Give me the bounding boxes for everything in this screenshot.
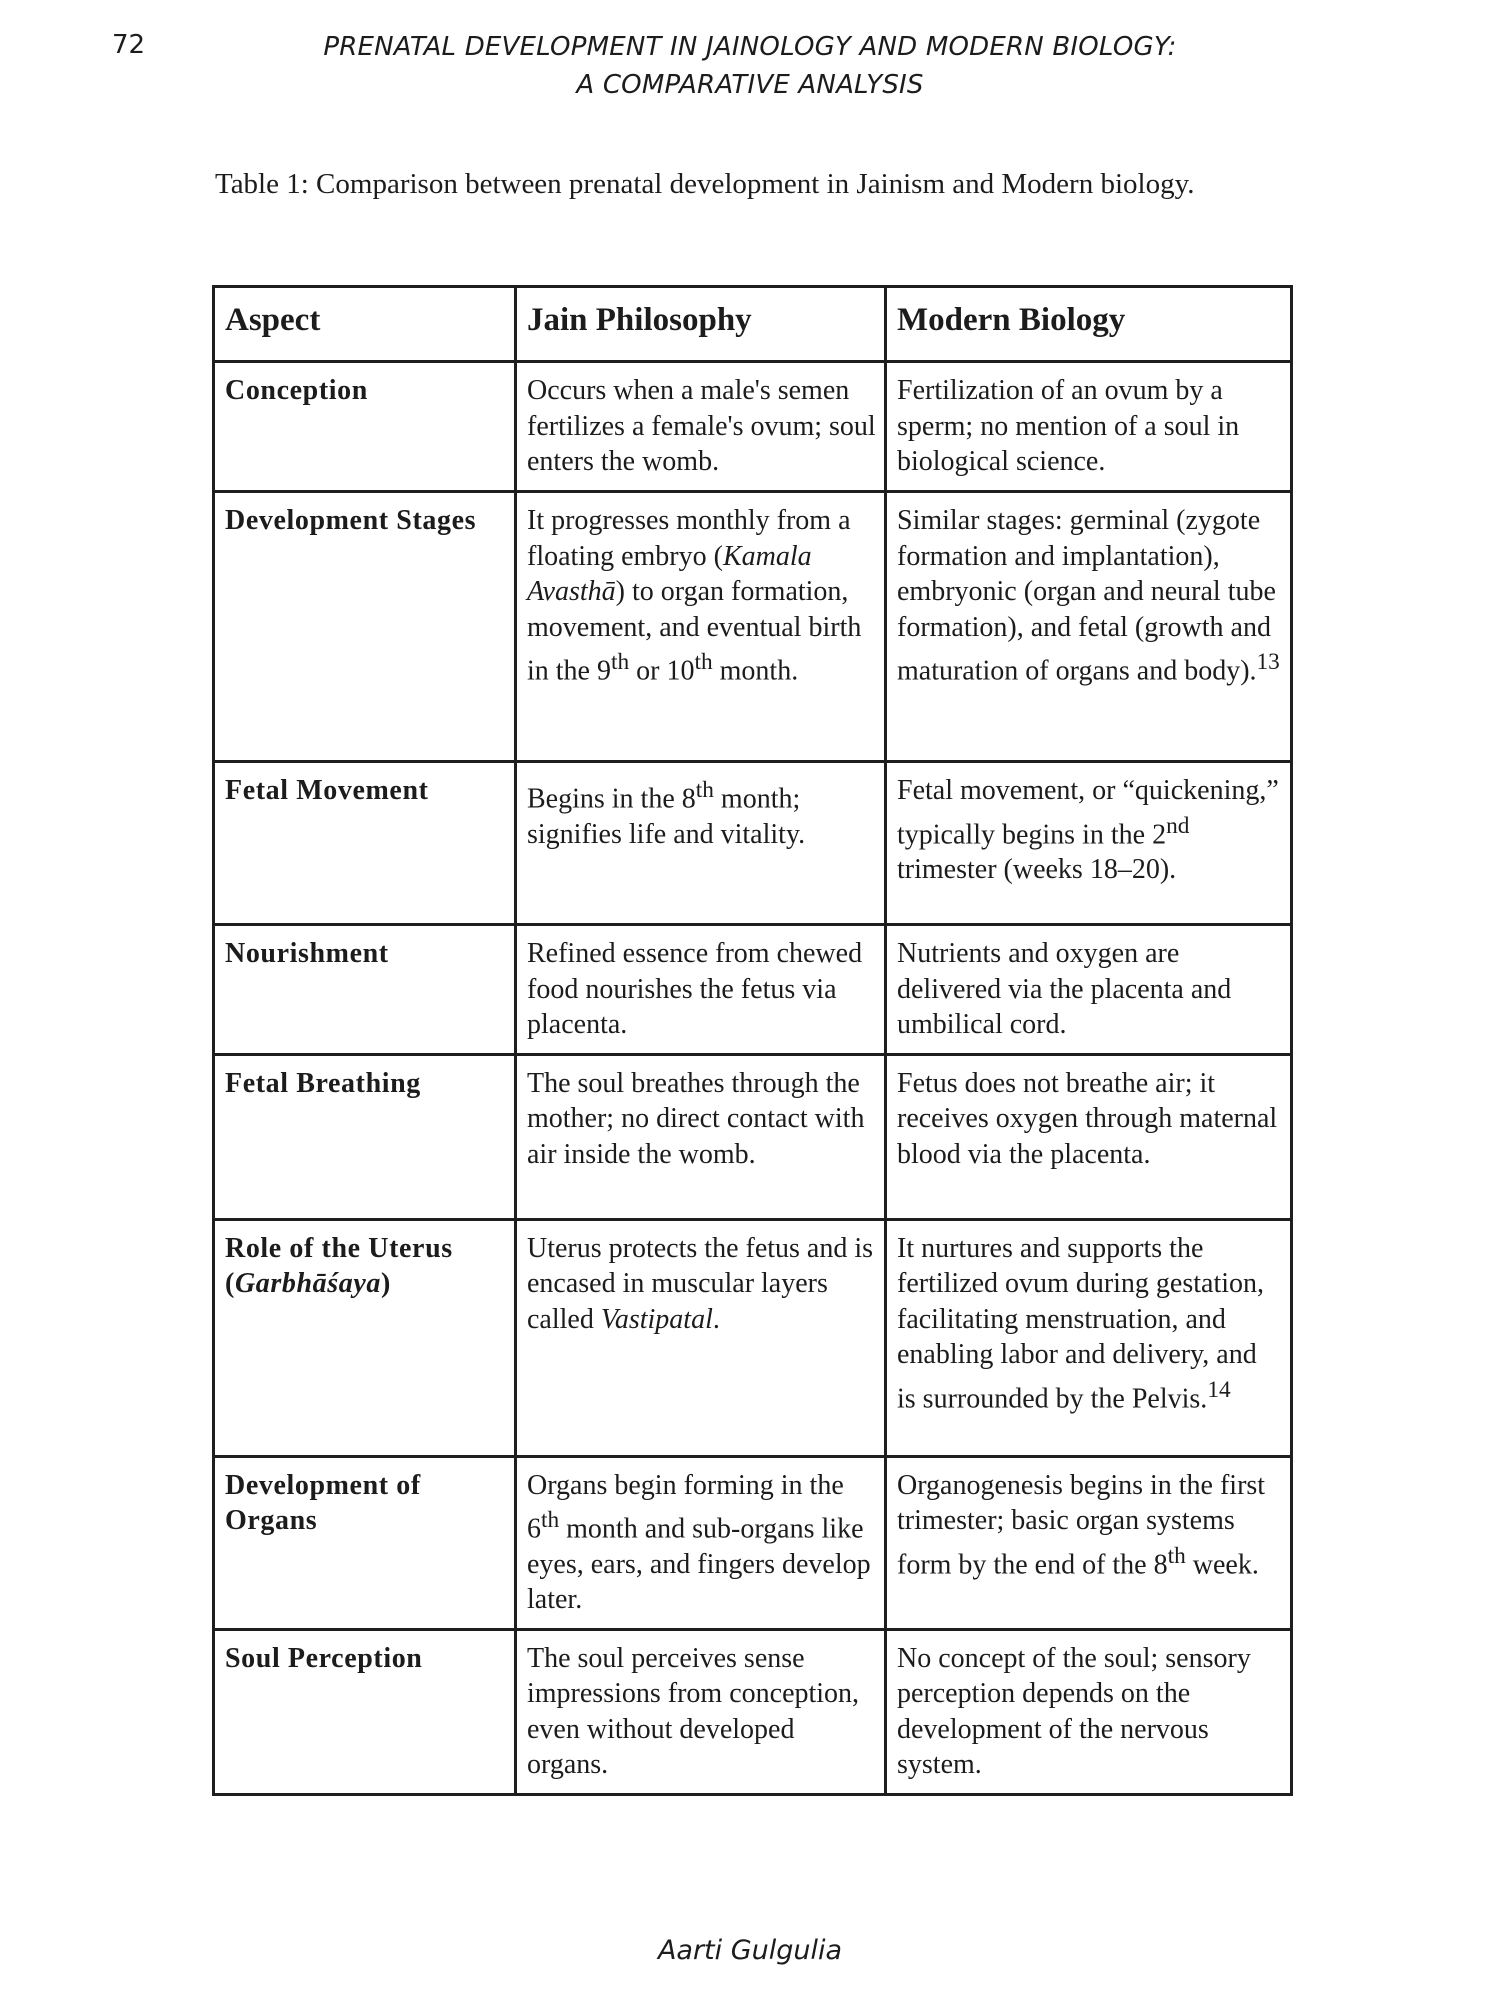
- footnote-ref: 13: [1256, 649, 1280, 675]
- ordinal-suffix: th: [541, 1507, 560, 1533]
- table-row: [214, 925, 1292, 1055]
- running-head: [240, 28, 1260, 104]
- ordinal-suffix: th: [695, 777, 714, 803]
- running-head-line-2: A COMPARATIVE ANALYSIS: [576, 70, 924, 100]
- jain-cell: [516, 1456, 886, 1629]
- table-header-row: [214, 287, 1292, 362]
- table-row: [214, 1219, 1292, 1456]
- biology-cell: Fetus does not breathe air; it receives oxygen through maternal blood via the placenta.: [886, 1054, 1292, 1219]
- jain-cell: The soul perceives sense impressions from conception, even without developed organs.: [516, 1629, 886, 1794]
- header-jain-philosophy: Jain Philosophy: [516, 287, 886, 362]
- jain-text: Organs begin forming in the 6: [527, 1469, 844, 1545]
- page-footer-author: Aarti Gulgulia: [657, 1935, 843, 1966]
- aspect-cell: Nourishment: [214, 925, 516, 1055]
- biology-cell: [886, 1456, 1292, 1629]
- biology-cell: No concept of the soul; sensory perception depends on the development of the nervous system.: [886, 1629, 1292, 1794]
- table-row: [214, 762, 1292, 925]
- ordinal-suffix: th: [611, 649, 630, 675]
- running-head-line-1: PRENATAL DEVELOPMENT IN JAINOLOGY AND MODERN BIOLOGY:: [323, 32, 1177, 62]
- ordinal-suffix: th: [694, 649, 713, 675]
- aspect-term: Garbhāśaya: [234, 1268, 381, 1299]
- biology-text: Organogenesis begins in the first trimester; basic organ systems form by the end of the 8: [897, 1469, 1266, 1580]
- biology-text: Fetal movement, or “quickening,” typically begins in the 2: [897, 775, 1279, 850]
- jain-text: It progresses monthly from a floating embryo (: [527, 505, 851, 572]
- biology-cell: Fertilization of an ovum by a sperm; no mention of a soul in biological science.: [886, 362, 1292, 492]
- aspect-cell: Development of Organs: [214, 1456, 516, 1629]
- jain-cell: The soul breathes through the mother; no direct contact with air inside the womb.: [516, 1054, 886, 1219]
- footnote-ref: 14: [1207, 1376, 1231, 1403]
- jain-text: Begins in the 8: [527, 783, 696, 815]
- jain-text: Uterus protects the fetus and is encased in muscular layers called: [527, 1232, 874, 1335]
- biology-text: trimester (weeks 18–20).: [897, 854, 1177, 886]
- jain-text: .: [712, 1303, 720, 1335]
- biology-cell: [886, 492, 1292, 762]
- aspect-text: Role of the Uterus (: [225, 1232, 453, 1299]
- biology-text: It nurtures and supports the fertilized ovum during gestation, facilitating menstruation, and enabling labor and delivery, and is surrounded by the Pelvis.: [897, 1232, 1265, 1414]
- header-aspect: Aspect: [214, 287, 516, 362]
- jain-cell: Occurs when a male's semen fertilizes a female's ovum; soul enters the womb.: [516, 362, 886, 492]
- jain-term: Vastipatal: [600, 1303, 713, 1335]
- jain-text: month.: [712, 655, 799, 687]
- jain-cell: Refined essence from chewed food nourishes the fetus via placenta.: [516, 925, 886, 1055]
- biology-cell: [886, 762, 1292, 925]
- jain-cell: [516, 1219, 886, 1456]
- aspect-cell: Development Stages: [214, 492, 516, 762]
- table-row: [214, 1456, 1292, 1629]
- aspect-cell: Conception: [214, 362, 516, 492]
- aspect-cell: Fetal Movement: [214, 762, 516, 925]
- table-row: [214, 362, 1292, 492]
- biology-cell: Nutrients and oxygen are delivered via the placenta and umbilical cord.: [886, 925, 1292, 1055]
- aspect-cell: Soul Perception: [214, 1629, 516, 1794]
- jain-text: ) to organ formation, movement, and eventual birth in the 9: [527, 576, 862, 687]
- ordinal-suffix: th: [1167, 1542, 1186, 1569]
- jain-text: month; signifies life and vitality.: [527, 783, 806, 850]
- page-number: 72: [112, 30, 146, 60]
- biology-cell: [886, 1219, 1292, 1456]
- biology-text: week.: [1185, 1548, 1259, 1580]
- aspect-cell: [214, 1219, 516, 1456]
- jain-term: Kamala Avasthā: [527, 540, 812, 607]
- header-modern-biology: Modern Biology: [886, 287, 1292, 362]
- comparison-table: [212, 285, 1293, 1796]
- biology-text: Similar stages: germinal (zygote formation and implantation), embryonic (organ and neural tube formation), and fetal (growth and maturation of organs and body).: [897, 505, 1276, 687]
- aspect-cell: Fetal Breathing: [214, 1054, 516, 1219]
- aspect-text: ): [380, 1268, 391, 1299]
- jain-cell: [516, 762, 886, 925]
- table-row: [214, 1629, 1292, 1794]
- table-row: [214, 1054, 1292, 1219]
- jain-text: or 10: [629, 655, 695, 687]
- table-caption: Table 1: Comparison between prenatal development in Jainism and Modern biology.: [215, 168, 1195, 200]
- jain-cell: [516, 492, 886, 762]
- jain-text: month and sub-organs like eyes, ears, and fingers develop later.: [527, 1513, 871, 1616]
- ordinal-suffix: nd: [1166, 812, 1190, 839]
- table-row: [214, 492, 1292, 762]
